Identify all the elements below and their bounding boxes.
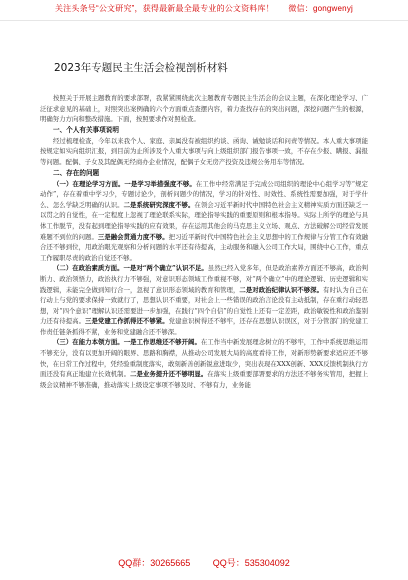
banner-text xyxy=(0,3,408,14)
document-page xyxy=(40,42,368,390)
section-heading-2: 二、存在的问题 xyxy=(53,168,100,177)
problem-1-point-2: 二是系统研究深度不够。 xyxy=(123,200,195,209)
problem-3-text: 在工作当中新发展理念树立的不够牢，工作中系统思维运用不够充分，没有以更加开阔的眼界、思路和胸襟，从推动公司发展大局的高度看待工作，对新形势新要求适应还不够快，在日常工作过程中，凭经验重制度落实，敢刻新善创新锐意进取少，突出表现在XXX创新、XXX反馈机制执行方面还没有真正地建立长效机制。 xyxy=(40,338,368,379)
problem-3-point-2: 二是业务提升还不够明显。 xyxy=(130,370,208,379)
document-title: 2023年专题民主生活会检视剖析材料 xyxy=(54,62,228,74)
section-1-paragraph: 经过梳理检查，今年以来我个人、家庭、亲属没有被组织约谈、函询、诫勉谈话和问责等情况。本人重大事项能按规定如实向组织汇报，到目前为止所涉及个人重大事项与向上级组织部门报告事项一致，不存在少报、瞒报、漏报等问题。配偶、子女及其配偶无经商办企业情况，配偶子女无房产投资及违规公务用车等情况。 xyxy=(40,136,368,166)
problem-1-text: 在工作中经常满足于完成公司组织的理论中心组学习等“规定动作”，存在着重中学习少，专题讨论少，剖析问题少的情况，学习的针对性、时效性、系统性需要加强，对于学什么、怎么学缺乏明确的认识。 xyxy=(40,179,368,209)
footer-qq-group: QQ群：30265665 xyxy=(118,558,191,568)
problem-2-paragraph xyxy=(40,263,368,337)
problem-1-text-2: 在领会习近平新时代中国特色社会主义精神实质方面还缺乏一以贯之的自觉性，在一定程度上忽视了理论联系实际，理论指导实践的重要原则和根本指导。实际上所学的理论与具体工作脱节，没有起到理论指导实践的应有效果，存在运用其他会的马克思主义立场、观点、方法破解公司经营发展难题不到位的问题。 xyxy=(40,200,369,241)
problem-1-text-3: 把习近平新时代中国特色社会主义思想中的工作规律与分管工作有效融合还不够到位，用政治眼光观察和分析问题的水平还有待提高，主动服务和融入公司工作大局，围绕中心工作，重点工作履职尽责的政治自觉还不够。 xyxy=(40,232,369,262)
problem-3-text-2: 在落实上级重要部署要求的方法还不够务实管用，把握上级会议精神不够准确，推动落实上级设定事项不够及时、不够有力，业务能 xyxy=(40,370,369,389)
problem-3-lead: （三）在能力本领方面。一是工作思维还不够开阔。 xyxy=(53,338,201,347)
banner-wechat-text: 微信：gongwenyj xyxy=(288,4,354,13)
problem-1-lead: （一）在理论学习方面。一是学习举措强度不够。 xyxy=(53,179,196,188)
problem-2-point-3: 三是党建工作抓得还不够紧。 xyxy=(85,317,169,326)
header-banner xyxy=(0,0,408,21)
problem-1-point-3: 三是融会贯通力度不够。 xyxy=(97,232,169,241)
section-heading-1: 一、个人有关事项说明 xyxy=(53,125,119,134)
banner-left-text: 关注头条号“公文研究”，获得最新最全最专业的公文资料库！ xyxy=(54,4,274,13)
problem-2-text-2: 有时认为自己在行动上与党的要求保持一致就行了，思想认识不重要，对社会上一些错误的政治言论没有主动抵制，存在重行动轻思想，对“四个意识”理解认识还需要进一步加强，在践行“四个自信”的自觉性上还有一定差距，政治敏锐性和政治鉴别力还有待提高。 xyxy=(40,285,369,326)
footer-contact xyxy=(0,556,408,569)
problem-2-point-2: 二是对政治纪律认识不够深。 xyxy=(239,285,324,294)
problem-2-text-3: 党建意识树得还不够牢，还存在思想认识误区，对于分管部门的党建工作责任链条抓得不紧，业务和党建融合还不够深。 xyxy=(40,317,369,336)
problem-3-paragraph xyxy=(40,337,368,390)
intro-paragraph: 按照关于开展主题教育的要求部署，我紧紧围绕此次主题教育专题民主生活会的会议主题，在深化理论学习、广泛征求意见的基础上，对照突出案例确的六个方面重点查摆内容，着力查找存在的突出问题，深挖问题产生的根源，明确努力方向和整改措施。下面，按照要求作对照检查。 xyxy=(40,94,368,124)
footer-qq-number: QQ号：535304092 xyxy=(212,558,290,568)
problem-2-text: 虽然已经入党多年，但是政治素养方面还不够高，政治判断力、政治领悟力，政治执行力不够强，对意识形态领域工作重视不够，对“两个确立”中的理论逻辑、历史逻辑和实践逻辑，未能完全做到知行合一，忽视了意识形态领域的教育和管理， xyxy=(40,264,368,294)
problem-2-lead: （二）在政治素质方面。一是对“两个确立”认识不足。 xyxy=(53,264,208,273)
problem-1-paragraph xyxy=(40,179,368,264)
